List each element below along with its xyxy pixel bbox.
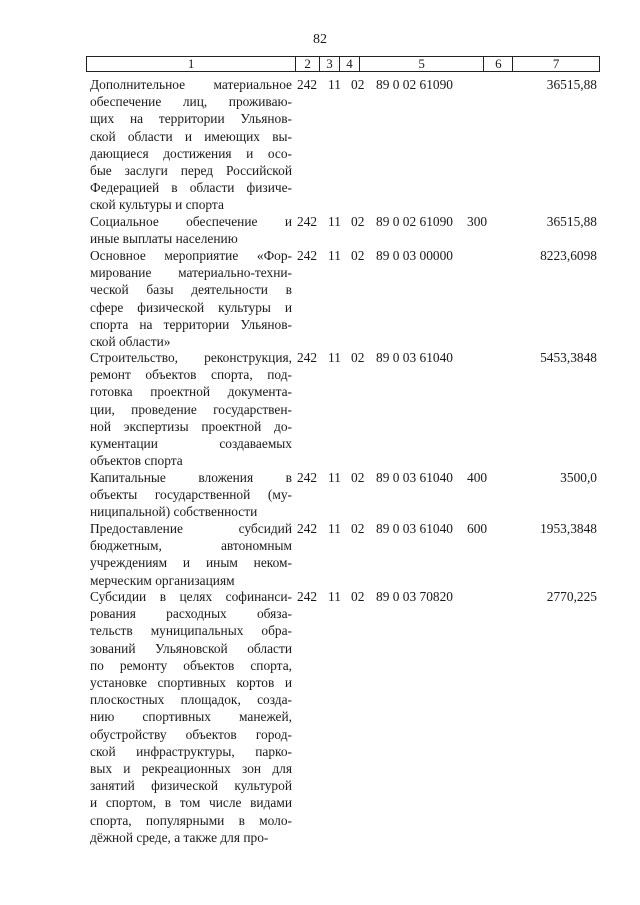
col-2-code: 242	[297, 214, 318, 229]
col-2-code: 242	[297, 77, 318, 92]
col-3-section: 11	[328, 589, 341, 604]
col-4-subsection: 02	[351, 248, 365, 263]
col-2-code: 242	[297, 470, 318, 485]
description-line: ческой базы деятельности в	[90, 282, 292, 298]
row-description	[90, 76, 292, 214]
description-line: Строительство, реконструкция,	[90, 350, 292, 365]
description-line: готовка проектной документа-	[90, 384, 292, 400]
description-line: обустройству объектов город-	[90, 726, 292, 742]
description-line: обеспечение лиц, проживаю-	[90, 94, 292, 110]
description-line: зований Ульяновской области	[90, 640, 292, 656]
description-line: рования расходных обяза-	[90, 606, 292, 622]
col-5-target-article: 89 0 03 61040	[376, 470, 453, 485]
description-line: Дополнительное материальное	[90, 77, 292, 92]
col-2-code: 242	[297, 248, 318, 263]
description-line: Субсидии в целях софинанси-	[90, 589, 292, 604]
row-description	[90, 588, 292, 846]
description-line: установке спортивных кортов и	[90, 675, 292, 691]
col-5-target-article: 89 0 03 00000	[376, 248, 453, 263]
header-col-3: 3	[320, 57, 340, 71]
col-4-subsection: 02	[351, 589, 365, 604]
description-line: Основное мероприятие «Фор-	[90, 248, 292, 263]
table-header	[86, 56, 600, 72]
col-7-amount: 5453,3848	[540, 350, 597, 365]
description-line: и спортом, в том числе видами	[90, 795, 292, 811]
row-description	[90, 349, 292, 469]
col-3-section: 11	[328, 470, 341, 485]
col-4-subsection: 02	[351, 521, 365, 536]
description-line: Предоставление субсидий	[90, 521, 292, 536]
row-description	[90, 213, 292, 247]
description-line: тельств муниципальных обра-	[90, 623, 292, 639]
col-7-amount: 2770,225	[546, 589, 597, 604]
description-line: по ремонту объектов спорта,	[90, 657, 292, 673]
col-4-subsection: 02	[351, 350, 365, 365]
col-7-amount: 36515,88	[546, 77, 597, 92]
description-line: мирование материально-техни-	[90, 265, 292, 281]
description-line: бюджетным, автономным	[90, 538, 292, 554]
description-line: учреждениям и иным неком-	[90, 555, 292, 571]
col-2-code: 242	[297, 521, 318, 536]
description-line: плоскостных площадок, созда-	[90, 692, 292, 708]
col-3-section: 11	[328, 350, 341, 365]
col-7-amount: 36515,88	[546, 214, 597, 229]
description-line: Социальное обеспечение и	[90, 214, 292, 229]
header-col-1: 1	[87, 57, 296, 71]
description-line: кументации создаваемых	[90, 436, 292, 452]
description-line: ции, проведение государствен-	[90, 401, 292, 417]
row-description	[90, 520, 292, 589]
description-line: иные выплаты населению	[90, 231, 238, 247]
col-4-subsection: 02	[351, 214, 365, 229]
description-line: объектов спорта	[90, 453, 183, 469]
row-description	[90, 469, 292, 521]
col-5-target-article: 89 0 02 61090	[376, 214, 453, 229]
header-col-4: 4	[340, 57, 360, 71]
description-line: ной экспертизы проектной до-	[90, 418, 292, 434]
description-line: ской культуры и спорта	[90, 197, 224, 213]
description-line: занятий физической культурой	[90, 778, 292, 794]
col-5-target-article: 89 0 03 70820	[376, 589, 453, 604]
col-3-section: 11	[328, 521, 341, 536]
header-col-2: 2	[296, 57, 320, 71]
description-line: бые заслуги перед Российской	[90, 163, 292, 179]
col-6-expense-type: 400	[467, 470, 488, 485]
description-line: ской области и имеющих вы-	[90, 128, 292, 144]
description-line: ниципальной) собственности	[90, 504, 258, 520]
col-2-code: 242	[297, 589, 318, 604]
col-7-amount: 8223,6098	[540, 248, 597, 263]
description-line: нию спортивных манежей,	[90, 709, 292, 725]
description-line: Капитальные вложения в	[90, 470, 292, 485]
col-3-section: 11	[328, 248, 341, 263]
description-line: объекты государственной (му-	[90, 487, 292, 503]
header-col-7: 7	[552, 56, 560, 71]
col-2-code: 242	[297, 350, 318, 365]
description-line: спорта, популярными в моло-	[90, 812, 292, 828]
description-line: Федерацией в области физиче-	[90, 180, 292, 196]
description-line: мерческим организациям	[90, 572, 235, 588]
col-7-amount: 3500,0	[560, 470, 597, 485]
col-4-subsection: 02	[351, 470, 365, 485]
description-line: сфере физической культуры и	[90, 299, 292, 315]
page-number: 82	[313, 32, 327, 47]
col-3-section: 11	[328, 214, 341, 229]
col-7-amount: 1953,3848	[540, 521, 597, 536]
col-5-target-article: 89 0 02 61090	[376, 77, 453, 92]
description-line: ской инфраструктуры, парко-	[90, 743, 292, 759]
description-line: спорта на территории Ульянов-	[90, 316, 292, 332]
header-col-6: 6	[484, 57, 513, 71]
col-3-section: 11	[328, 77, 341, 92]
description-line: вых и рекреационных зон для	[90, 761, 292, 777]
header-col-5: 5	[360, 57, 485, 71]
col-6-expense-type: 300	[467, 214, 488, 229]
col-4-subsection: 02	[351, 77, 365, 92]
description-line: дающиеся достижения и осо-	[90, 145, 292, 161]
description-line: щих на территории Ульянов-	[90, 111, 292, 127]
col-5-target-article: 89 0 03 61040	[376, 350, 453, 365]
row-description	[90, 247, 292, 350]
col-5-target-article: 89 0 03 61040	[376, 521, 453, 536]
description-line: ской области»	[90, 334, 171, 350]
description-line: дёжной среде, а также для про-	[90, 829, 269, 845]
description-line: ремонт объектов спорта, под-	[90, 367, 292, 383]
col-6-expense-type: 600	[467, 521, 488, 536]
